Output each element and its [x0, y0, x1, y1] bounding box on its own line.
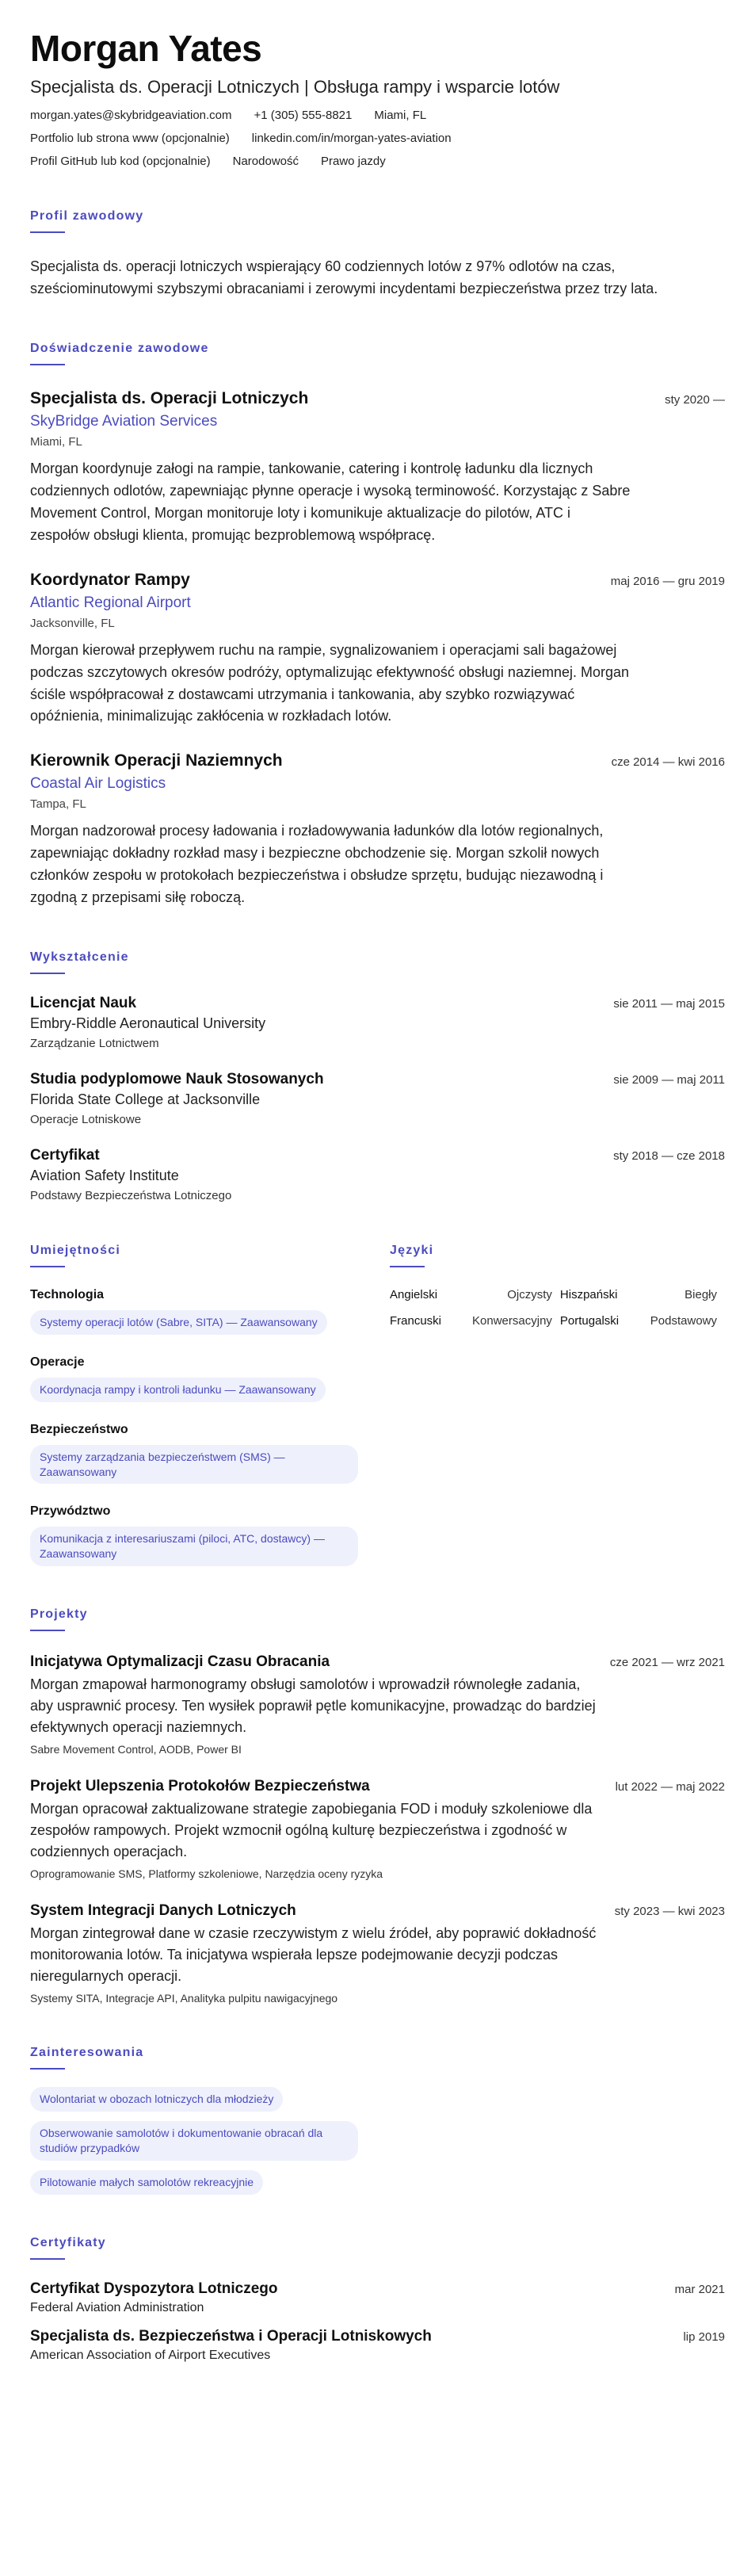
education-dates: sie 2009 — maj 2011	[613, 1072, 725, 1087]
skill-group-title: Bezpieczeństwo	[30, 1422, 128, 1436]
project-title: System Integracji Danych Lotniczych	[30, 1902, 296, 1920]
education-section	[30, 950, 725, 1202]
certificate-title: Specjalista ds. Bezpieczeństwa i Operacji Lotniskowych	[30, 2327, 432, 2345]
skill-group-title: Przywództwo	[30, 1504, 111, 1519]
section-divider	[390, 1266, 425, 1267]
certificate-entry	[30, 2280, 725, 2315]
job-description: Morgan nadzorował procesy ładowania i rozładowywania ładunków dla lotów regionalnych, zapewniając dokładny rozkład masy i bezpieczne obchodzenie się. Morgan szkolił nowych członków zespołu w protokołach bezpieczeństwa i obsłudze sprzętu, budując niezawodną i zgodną z przepisami siłę roboczą.	[30, 823, 604, 905]
project-dates: sty 2023 — kwi 2023	[614, 1905, 725, 1919]
section-title: Doświadczenie zawodowe	[30, 342, 209, 356]
education-entry	[30, 1147, 725, 1202]
certificate-issuer: American Association of Airport Executives	[30, 2348, 271, 2362]
job-title: Specjalista ds. Operacji Lotniczych	[30, 389, 309, 408]
section-divider	[30, 231, 65, 233]
skill-pill: Systemy zarządzania bezpieczeństwem (SMS) — Zaawansowany	[30, 1445, 358, 1485]
degree-title: Licencjat Nauk	[30, 994, 137, 1011]
contact-row	[30, 109, 725, 122]
language-name: Angielski	[390, 1287, 438, 1301]
education-dates: sie 2011 — maj 2015	[613, 996, 725, 1011]
section-title: Języki	[390, 1243, 434, 1257]
email-link[interactable]: morgan.yates@skybridgeaviation.com	[30, 108, 232, 122]
interests-list	[30, 2087, 725, 2195]
skill-group	[30, 1504, 358, 1566]
section-title: Certyfikaty	[30, 2235, 106, 2249]
project-dates: cze 2021 — wrz 2021	[609, 1656, 725, 1670]
section-divider	[30, 364, 65, 365]
field-of-study: Podstawy Bezpieczeństwa Lotniczego	[30, 1188, 232, 1202]
section-divider	[30, 2068, 65, 2070]
project-entry	[30, 1653, 725, 1756]
skill-group	[30, 1288, 358, 1335]
field-of-study: Zarządzanie Lotnictwem	[30, 1036, 159, 1050]
contact-row	[30, 155, 725, 168]
section-divider	[30, 973, 65, 974]
project-technologies: Oprogramowanie SMS, Platformy szkoleniowe, Narzędzia oceny ryzyka	[30, 1867, 383, 1881]
skill-pill: Komunikacja z interesariuszami (piloci, ATC, dostawcy) — Zaawansowany	[30, 1527, 358, 1566]
degree-title: Certyfikat	[30, 1146, 100, 1164]
employer-name: Coastal Air Logistics	[30, 775, 166, 793]
linkedin-link[interactable]: linkedin.com/in/morgan-yates-aviation	[251, 131, 452, 145]
job-title: Kierownik Operacji Naziemnych	[30, 751, 283, 770]
interest-pill: Pilotowanie małych samolotów rekreacyjnie	[30, 2170, 263, 2195]
resume-header	[30, 29, 725, 168]
experience-entry	[30, 389, 725, 547]
job-dates: cze 2014 — kwi 2016	[611, 755, 725, 770]
job-dates: maj 2016 — gru 2019	[610, 574, 725, 588]
job-location: Tampa, FL	[30, 797, 86, 812]
interests-section	[30, 2046, 725, 2195]
certificate-entry	[30, 2328, 725, 2363]
phone-number[interactable]: +1 (305) 555-8821	[254, 108, 353, 122]
education-entry	[30, 995, 725, 1050]
employer-name: SkyBridge Aviation Services	[30, 413, 218, 430]
skill-group-title: Technologia	[30, 1287, 105, 1301]
skill-group-title: Operacje	[30, 1355, 85, 1369]
project-dates: lut 2022 — maj 2022	[615, 1780, 725, 1794]
job-dates: sty 2020 —	[665, 393, 725, 407]
language-name: Hiszpański	[559, 1287, 618, 1301]
skill-pill: Systemy operacji lotów (Sabre, SITA) — Zaawansowany	[30, 1310, 327, 1335]
school-name: Aviation Safety Institute	[30, 1167, 179, 1183]
section-divider	[30, 2258, 65, 2260]
languages-grid	[390, 1288, 725, 1328]
section-title: Wykształcenie	[30, 950, 129, 964]
section-title: Profil zawodowy	[30, 208, 144, 223]
education-entry	[30, 1071, 725, 1126]
contact-row	[30, 132, 725, 145]
field-of-study: Operacje Lotniskowe	[30, 1112, 142, 1126]
job-description: Morgan kierował przepływem ruchu na rampie, sygnalizowaniem i operacjami sali bagażowej podczas szczytowych okresów podróży, optymalizując efektywność obsługi naziemnej. Morgan ściśle współpracował z dostawcami utrzymania i tankowania, aby szybko rozwiązywać opóźnienia, minimalizując zakłócenia w rozkładach lotów.	[30, 641, 630, 724]
location: Miami, FL	[374, 108, 427, 122]
portfolio-link[interactable]: Portfolio lub strona www (opcjonalnie)	[30, 131, 230, 145]
degree-title: Studia podyplomowe Nauk Stosowanych	[30, 1070, 324, 1087]
candidate-name: Morgan Yates	[30, 28, 262, 69]
language-name: Francuski	[390, 1313, 442, 1328]
skills-section	[30, 1244, 358, 1566]
project-entry	[30, 1902, 725, 2005]
job-title: Koordynator Rampy	[30, 570, 190, 589]
nationality: Narodowość	[232, 154, 299, 168]
interest-pill: Wolontariat w obozach lotniczych dla młodzieży	[30, 2087, 283, 2112]
language-level: Konwersacyjny	[472, 1313, 552, 1328]
skill-pill: Koordynacja rampy i kontroli ładunku — Zaawansowany	[30, 1378, 326, 1402]
job-location: Jacksonville, FL	[30, 616, 115, 630]
headline: Specjalista ds. Operacji Lotniczych | Obsługa rampy i wsparcie lotów	[30, 76, 560, 97]
job-location: Miami, FL	[30, 435, 82, 449]
certificates-section	[30, 2236, 725, 2363]
experience-entry	[30, 751, 725, 909]
section-divider	[30, 1630, 65, 1631]
language-level: Podstawowy	[650, 1313, 717, 1328]
interest-pill: Obserwowanie samolotów i dokumentowanie obracań dla studiów przypadków	[30, 2121, 358, 2161]
school-name: Florida State College at Jacksonville	[30, 1091, 261, 1107]
experience-section	[30, 342, 725, 909]
projects-section	[30, 1607, 725, 2005]
language-level: Ojczysty	[507, 1287, 552, 1301]
certificate-issuer: Federal Aviation Administration	[30, 2300, 204, 2314]
section-divider	[30, 1266, 65, 1267]
education-dates: sty 2018 — cze 2018	[613, 1148, 725, 1163]
project-description: Morgan zintegrował dane w czasie rzeczywistym z wielu źródeł, aby poprawić dokładność monitorowania lotów. Ta inicjatywa wspierała lepsze podejmowanie decyzji podczas nieregularnych operacji.	[30, 1925, 597, 1985]
languages-section	[390, 1244, 725, 1566]
skill-group	[30, 1355, 358, 1402]
section-title: Zainteresowania	[30, 2046, 144, 2060]
language-name: Portugalski	[559, 1313, 620, 1328]
certificate-date: mar 2021	[674, 2282, 725, 2296]
school-name: Embry-Riddle Aeronautical University	[30, 1015, 266, 1031]
language-level: Biegły	[684, 1287, 717, 1301]
profile-section	[30, 209, 725, 301]
github-link[interactable]: Profil GitHub lub kod (opcjonalnie)	[30, 154, 211, 168]
job-description: Morgan koordynuje załogi na rampie, tankowanie, catering i kontrolę ładunku dla licznych codziennych odlotów, zapewniając płynne operacje i wysoką terminowość. Korzystając z Sabre Movement Control, Morgan monitoruje loty i komunikuje aktualizacje do pilotów, ATC i zespołów obsługi klienta, promując bezproblemową współpracę.	[30, 461, 631, 543]
profile-summary: Specjalista ds. operacji lotniczych wspierający 60 codziennych lotów z 97% odlotów na czas, sześciominutowymi szybszymi obracaniami i zerowymi incydentami bezpieczeństwa przez trzy lata.	[30, 258, 658, 297]
skill-group	[30, 1423, 358, 1485]
project-technologies: Sabre Movement Control, AODB, Power BI	[30, 1743, 242, 1756]
project-title: Projekt Ulepszenia Protokołów Bezpieczeństwa	[30, 1778, 370, 1795]
project-description: Morgan opracował zaktualizowane strategie zapobiegania FOD i moduły szkoleniowe dla zespołów rampowych. Projekt wzmocnił ogólną kulturę bezpieczeństwa i zgodność w codziennych operacjach.	[30, 1801, 593, 1860]
experience-entry	[30, 571, 725, 728]
skills-languages-row	[30, 1244, 725, 1566]
employer-name: Atlantic Regional Airport	[30, 594, 191, 611]
project-entry	[30, 1778, 725, 1880]
driving-license: Prawo jazdy	[321, 154, 386, 168]
certificate-title: Certyfikat Dyspozytora Lotniczego	[30, 2280, 278, 2297]
section-title: Umiejętności	[30, 1243, 120, 1257]
project-technologies: Systemy SITA, Integracje API, Analityka pulpitu nawigacyjnego	[30, 1992, 338, 2005]
section-title: Projekty	[30, 1607, 88, 1622]
certificate-date: lip 2019	[683, 2329, 725, 2344]
project-title: Inicjatywa Optymalizacji Czasu Obracania	[30, 1653, 330, 1671]
project-description: Morgan zmapował harmonogramy obsługi samolotów i wprowadził równoległe zadania, aby usprawnić procesy. Ten wysiłek poprawił pętle komunikacyjne, prowadząc do bardziej efektywnych operacji naziemnych.	[30, 1676, 596, 1736]
